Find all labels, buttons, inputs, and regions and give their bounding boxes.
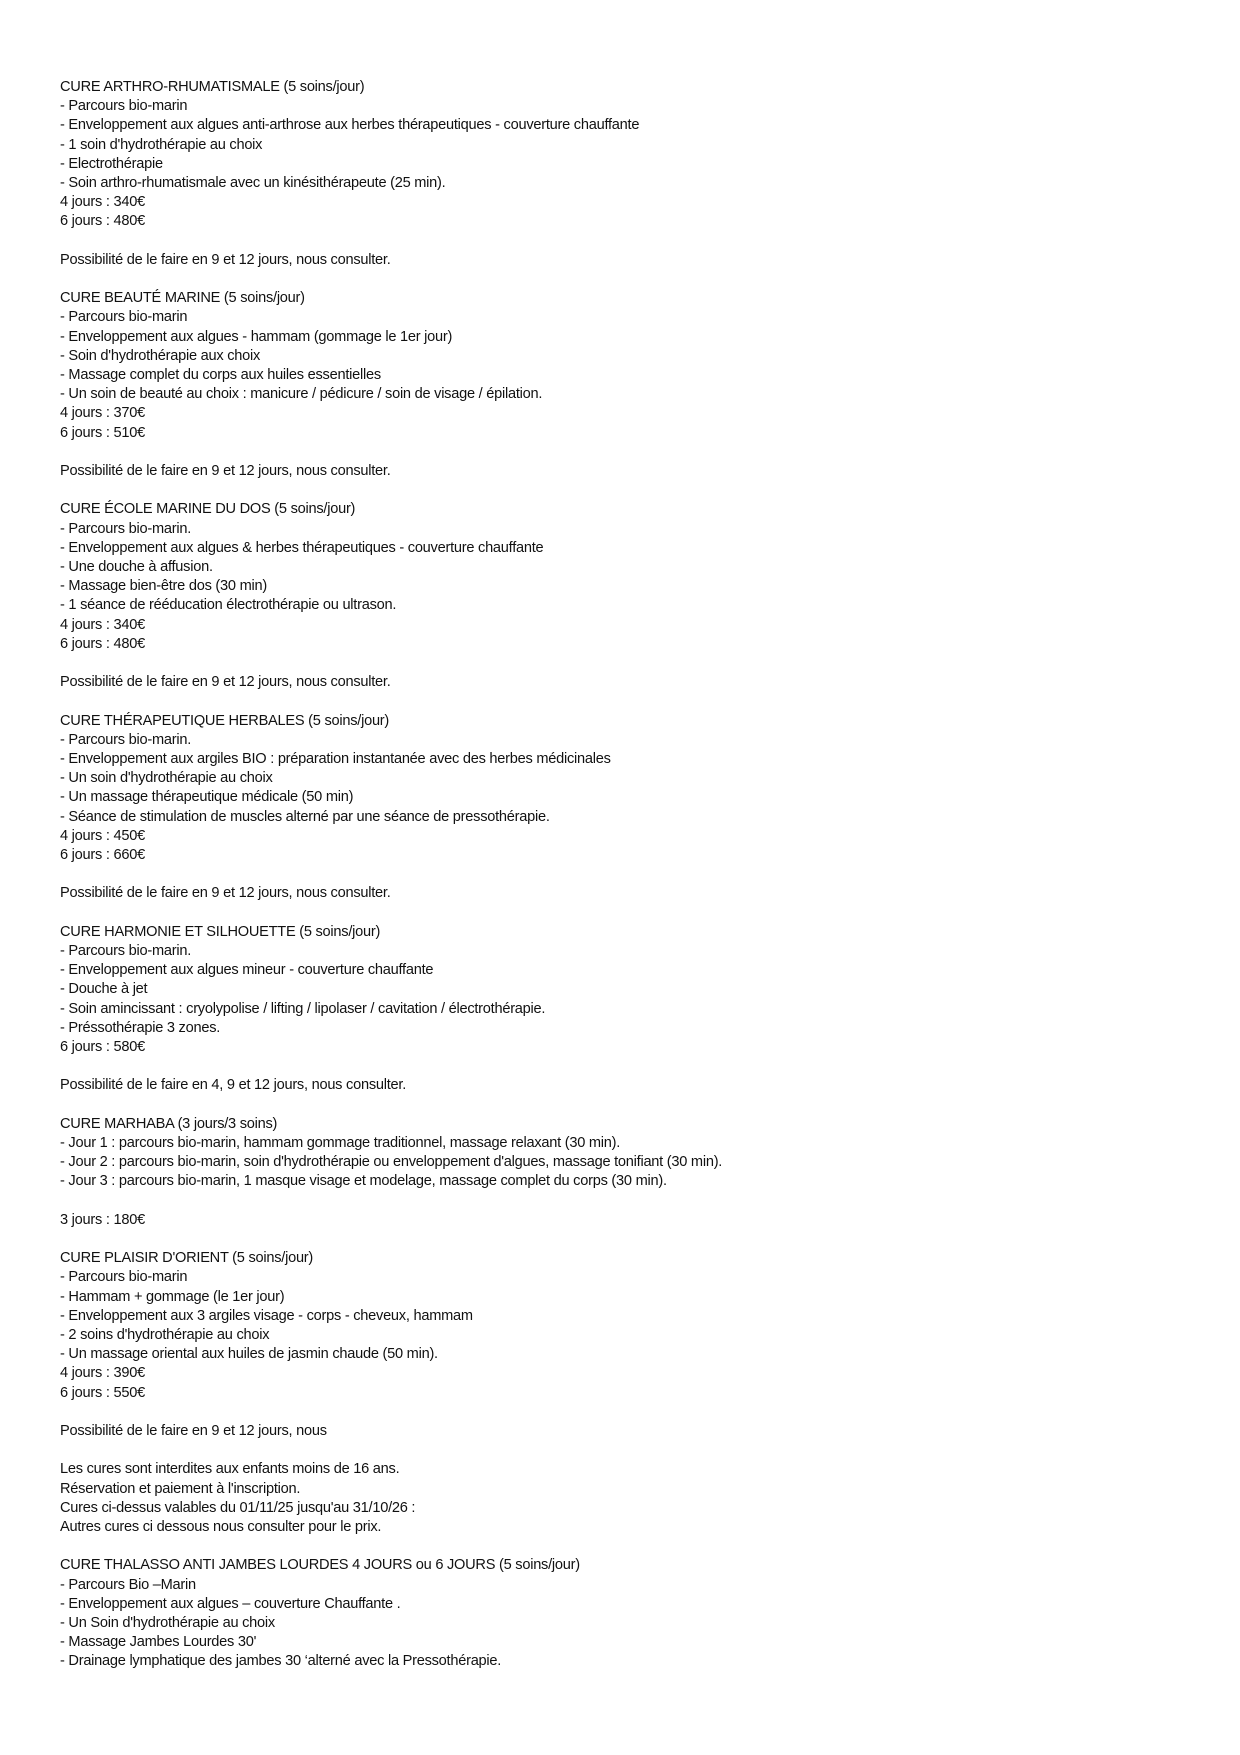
cure-price: 6 jours : 550€ <box>60 1384 145 1401</box>
cure-section-marhaba <box>60 1115 1200 1249</box>
cure-item: - Parcours bio-marin. <box>60 731 191 748</box>
cure-price: 3 jours : 180€ <box>60 1211 145 1228</box>
cure-price: 4 jours : 340€ <box>60 616 145 633</box>
cure-title: CURE BEAUTÉ MARINE (5 soins/jour) <box>60 290 305 307</box>
cure-section-harmonie <box>60 923 1200 1115</box>
cure-item: - Enveloppement aux algues anti-arthrose aux herbes thérapeutiques - couverture chauffante <box>60 117 640 134</box>
cure-item: - Soin amincissant : cryolypolise / lifting / lipolaser / cavitation / électrothérapie. <box>60 1000 546 1017</box>
cure-price: 6 jours : 510€ <box>60 424 145 441</box>
cure-title: CURE THÉRAPEUTIQUE HERBALES (5 soins/jour) <box>60 712 390 729</box>
cure-section-arthro <box>60 78 1200 289</box>
cure-item: - Douche à jet <box>60 981 148 998</box>
cure-item: - Jour 2 : parcours bio-marin, soin d'hydrothérapie ou enveloppement d'algues, massage tonifiant (30 min). <box>60 1154 723 1171</box>
cure-price: 6 jours : 480€ <box>60 213 145 230</box>
cure-section-ecole-dos <box>60 500 1200 711</box>
cure-item: - 2 soins d'hydrothérapie au choix <box>60 1327 270 1344</box>
cure-section-beaute-marine <box>60 289 1200 500</box>
cure-item: - Parcours bio-marin <box>60 98 188 115</box>
cure-item: - Préssothérapie 3 zones. <box>60 1019 221 1036</box>
cure-note: Possibilité de le faire en 4, 9 et 12 jours, nous consulter. <box>60 1077 407 1094</box>
cure-item: - Massage complet du corps aux huiles essentielles <box>60 367 381 384</box>
cure-title: CURE ÉCOLE MARINE DU DOS (5 soins/jour) <box>60 501 356 518</box>
cure-price: 4 jours : 450€ <box>60 827 145 844</box>
cure-item: - Massage bien-être dos (30 min) <box>60 578 267 595</box>
cure-section-herbales <box>60 712 1200 923</box>
cure-item: - Parcours bio-marin. <box>60 943 191 960</box>
cure-price: 4 jours : 390€ <box>60 1365 145 1382</box>
cure-title: CURE MARHABA (3 jours/3 soins) <box>60 1115 278 1132</box>
cure-item: - Hammam + gommage (le 1er jour) <box>60 1288 285 1305</box>
cure-note: Possibilité de le faire en 9 et 12 jours, nous consulter. <box>60 674 391 691</box>
cure-item: - Parcours bio-marin. <box>60 520 191 537</box>
cure-note: Possibilité de le faire en 9 et 12 jours, nous <box>60 1423 327 1440</box>
cure-item: - Enveloppement aux argiles BIO : préparation instantanée avec des herbes médicinales <box>60 751 611 768</box>
cure-item: - Une douche à affusion. <box>60 559 213 576</box>
cure-title: CURE HARMONIE ET SILHOUETTE (5 soins/jour) <box>60 923 381 940</box>
cure-item: - Parcours Bio –Marin <box>60 1576 196 1593</box>
info-line: Réservation et paiement à l'inscription. <box>60 1480 301 1497</box>
cure-item: - Un soin de beauté au choix : manicure / pédicure / soin de visage / épilation. <box>60 386 543 403</box>
cure-item: - Electrothérapie <box>60 155 163 172</box>
cure-item: - Séance de stimulation de muscles alterné par une séance de pressothérapie. <box>60 808 550 825</box>
cure-item: - Parcours bio-marin <box>60 309 188 326</box>
cure-price: 4 jours : 370€ <box>60 405 145 422</box>
cure-title: CURE ARTHRO-RHUMATISMALE (5 soins/jour) <box>60 79 365 95</box>
cure-item: - Jour 3 : parcours bio-marin, 1 masque visage et modelage, massage complet du corps (30 min). <box>60 1173 667 1190</box>
general-info <box>60 1460 1200 1556</box>
cure-note: Possibilité de le faire en 9 et 12 jours, nous consulter. <box>60 463 391 480</box>
info-line: Les cures sont interdites aux enfants moins de 16 ans. <box>60 1461 400 1478</box>
cure-item: - Massage Jambes Lourdes 30' <box>60 1634 257 1651</box>
cure-item: - 1 séance de rééducation électrothérapie ou ultrason. <box>60 597 397 614</box>
cure-section-jambes-lourdes <box>60 1556 1200 1671</box>
cure-item: - Un soin d'hydrothérapie au choix <box>60 770 273 787</box>
cure-price: 4 jours : 340€ <box>60 194 145 211</box>
cure-item: - Un massage oriental aux huiles de jasmin chaude (50 min). <box>60 1346 438 1363</box>
cure-item: - Jour 1 : parcours bio-marin, hammam gommage traditionnel, massage relaxant (30 min). <box>60 1135 621 1152</box>
cure-price: 6 jours : 660€ <box>60 847 145 864</box>
cure-note: Possibilité de le faire en 9 et 12 jours, nous consulter. <box>60 251 391 268</box>
cure-item: - Enveloppement aux algues & herbes thérapeutiques - couverture chauffante <box>60 539 544 556</box>
cure-item: - Soin d'hydrothérapie aux choix <box>60 347 261 364</box>
cure-price: 6 jours : 480€ <box>60 635 145 652</box>
cure-price: 6 jours : 580€ <box>60 1039 145 1056</box>
info-line: Cures ci-dessus valables du 01/11/25 jusqu'au 31/10/26 : <box>60 1499 416 1516</box>
cure-item: - Drainage lymphatique des jambes 30 ‘alterné avec la Pressothérapie. <box>60 1653 502 1670</box>
cure-item: - Enveloppement aux 3 argiles visage - corps - cheveux, hammam <box>60 1307 473 1324</box>
cure-title: CURE THALASSO ANTI JAMBES LOURDES 4 JOURS ou 6 JOURS (5 soins/jour) <box>60 1557 580 1574</box>
cure-item: - 1 soin d'hydrothérapie au choix <box>60 136 263 153</box>
cure-item: - Enveloppement aux algues – couverture Chauffante . <box>60 1595 401 1612</box>
info-line: Autres cures ci dessous nous consulter pour le prix. <box>60 1519 382 1536</box>
cure-item: - Soin arthro-rhumatismale avec un kinésithérapeute (25 min). <box>60 175 446 192</box>
cure-item: - Parcours bio-marin <box>60 1269 188 1286</box>
cure-item: - Enveloppement aux algues mineur - couverture chauffante <box>60 962 434 979</box>
cure-item: - Un massage thérapeutique médicale (50 min) <box>60 789 354 806</box>
cure-note: Possibilité de le faire en 9 et 12 jours, nous consulter. <box>60 885 391 902</box>
document-page <box>60 78 1200 1672</box>
cure-title: CURE PLAISIR D'ORIENT (5 soins/jour) <box>60 1250 314 1267</box>
cure-section-plaisir-orient <box>60 1249 1200 1460</box>
cure-item: - Un Soin d'hydrothérapie au choix <box>60 1615 275 1632</box>
cure-item: - Enveloppement aux algues - hammam (gommage le 1er jour) <box>60 328 453 345</box>
